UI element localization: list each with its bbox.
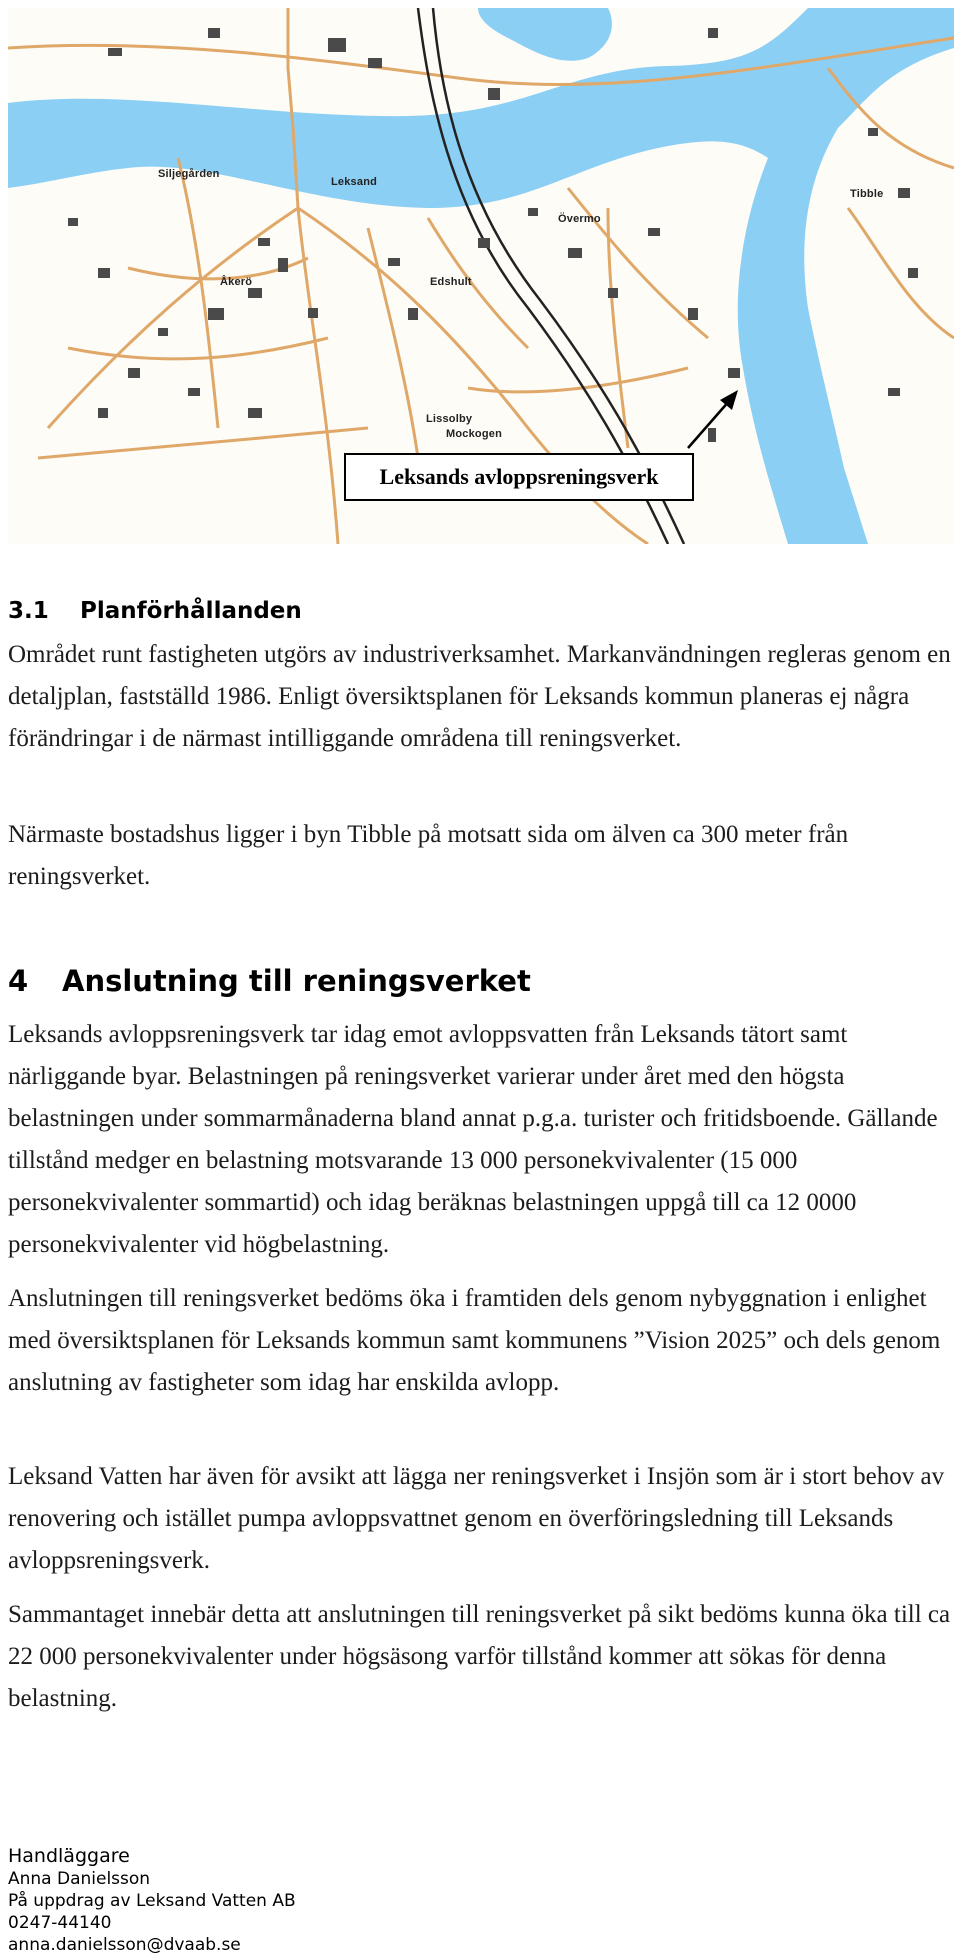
section-title: Planförhållanden (80, 598, 302, 624)
page-footer (8, 1844, 296, 1956)
site-map (8, 8, 954, 544)
map-label-tibble: Tibble (850, 188, 884, 200)
footer-role: Handläggare (8, 1845, 130, 1867)
map-label-leksand: Leksand (331, 176, 378, 188)
paragraph: Leksands avloppsreningsverk tar idag emot avloppsvatten från Leksands tätort samt närliggande byar. Belastningen på reningsverket varierar under året med den högsta belastningen under sommarmånaderna bland annat p.g.a. turister och fritidsboende. Gällande tillstånd medger en belastning motsvarande 13 000 personekvivalenter (15 000 personekvivalenter sommartid) och idag beräknas belastningen uppgå till ca 12 0000 personekvivalenter vid högbelastning. (8, 1021, 938, 1258)
footer-email: anna.danielsson@dvaab.se (8, 1935, 241, 1955)
map-label-lissolby: Lissolby (426, 413, 473, 425)
treatment-plant-callout: Leksands avloppsreningsverk (344, 453, 694, 501)
map-label-overmo: Övermo (558, 213, 601, 225)
section-3-1-heading (8, 598, 302, 624)
map-label-siljegarden: Siljegården (158, 168, 220, 180)
footer-phone: 0247-44140 (8, 1913, 112, 1933)
map-label-edshult: Edshult (430, 276, 472, 288)
paragraph: Området runt fastigheten utgörs av industriverksamhet. Markanvändningen regleras genom en detaljplan, fastställd 1986. Enligt översiktsplanen för Leksands kommun planeras ej några förändringar i de närmast intilliggande områdena till reningsverket. (8, 641, 951, 752)
paragraph: Sammantaget innebär detta att anslutningen till reningsverket på sikt bedöms kunna öka till ca 22 000 personekvivalenter under högsäsong varför tillstånd kommer att sökas för denna belastning. (8, 1601, 951, 1712)
footer-assignment: På uppdrag av Leksand Vatten AB (8, 1891, 296, 1911)
section-number: 4 (8, 964, 29, 998)
paragraph: Närmaste bostadshus ligger i byn Tibble på motsatt sida om älven ca 300 meter från reningsverket. (8, 821, 849, 890)
paragraph: Leksand Vatten har även för avsikt att lägga ner reningsverket i Insjön som är i stort behov av renovering och istället pumpa avloppsvattnet genom en överföringsledning till Leksands avloppsreningsverk. (8, 1463, 945, 1574)
footer-name: Anna Danielsson (8, 1869, 151, 1889)
section-4-heading (8, 964, 531, 998)
section-title: Anslutning till reningsverket (62, 964, 531, 998)
map-label-moskogen: Mockogen (446, 428, 502, 440)
section-number: 3.1 (8, 598, 49, 624)
map-label-akero: Åkerö (220, 276, 253, 288)
paragraph: Anslutningen till reningsverket bedöms öka i framtiden dels genom nybyggnation i enlighet med översiktsplanen för Leksands kommun samt kommunens ”Vision 2025” och dels genom anslutning av fastigheter som idag har enskilda avlopp. (8, 1285, 941, 1396)
